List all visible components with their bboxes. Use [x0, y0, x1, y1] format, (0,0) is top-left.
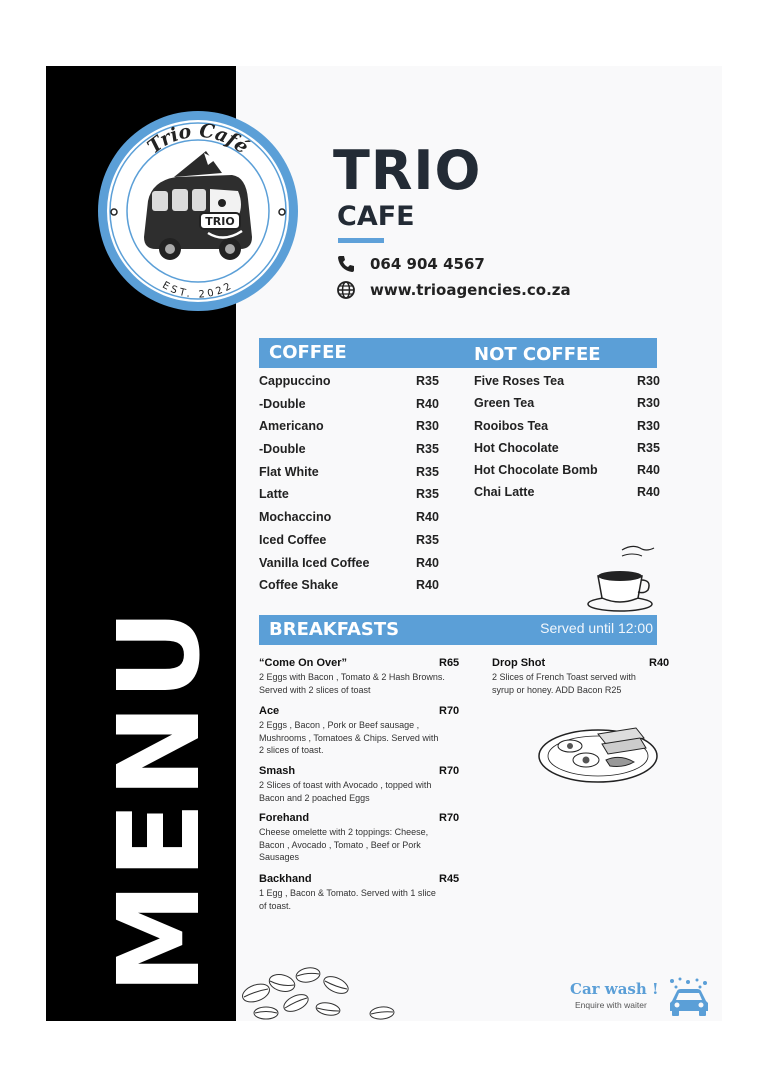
breakfast-item: “Come On Over” R65 2 Eggs with Bacon , Tomato & 2 Hash Browns. Served with 2 slices of toast	[259, 657, 460, 695]
list-item: Coffee Shake R40	[259, 578, 439, 593]
phone-contact[interactable]	[336, 254, 485, 274]
phone-number: 064 904 4567	[370, 255, 485, 273]
breakfast-item: Backhand R45 1 Egg , Bacon & Tomato. Served with 1 slice of toast.	[259, 873, 460, 911]
car-wash-icon	[666, 977, 712, 1017]
breakfasts-header: BREAKFASTS	[269, 619, 400, 640]
breakfast-item: Forehand R70 Cheese omelette with 2 toppings: Cheese, Bacon , Avocado , Tomato , Beef or Pork Sausages	[259, 812, 460, 862]
list-item: -Double R40	[259, 396, 439, 411]
list-item: -Double R35	[259, 442, 439, 457]
list-item: Hot Chocolate Bomb R40	[474, 463, 660, 478]
coffee-list	[259, 374, 449, 601]
car-wash-title: Car wash !	[570, 980, 659, 998]
globe-icon	[336, 280, 356, 300]
list-item: Americano R30	[259, 419, 439, 434]
breakfast-plate-illustration	[536, 724, 660, 786]
breakfast-item: Smash R70 2 Slices of toast with Avocado , topped with Bacon and 2 poached Eggs	[259, 765, 460, 803]
list-item: Flat White R35	[259, 464, 439, 479]
brand-title: TRIO	[333, 139, 482, 202]
brand-subtitle: CAFE	[337, 201, 415, 232]
website-url: www.trioagencies.co.za	[370, 281, 571, 299]
list-item: Mochaccino R40	[259, 510, 439, 525]
website-contact[interactable]	[336, 280, 571, 300]
list-item: Latte R35	[259, 487, 439, 502]
breakfasts-header-bar	[259, 615, 657, 645]
list-item: Chai Latte R40	[474, 485, 660, 500]
served-until-text: Served until 12:00	[540, 620, 653, 636]
coffee-beans-illustration	[236, 963, 426, 1021]
logo-est-text: EST. 2022	[160, 279, 236, 301]
phone-icon	[336, 254, 356, 274]
menu-page	[46, 66, 722, 1021]
list-item: Hot Chocolate R35	[474, 440, 660, 455]
list-item: Rooibos Tea R30	[474, 418, 660, 433]
logo-badge-text: TRIO	[205, 215, 235, 228]
cafe-logo	[96, 109, 300, 313]
list-item: Cappuccino R35	[259, 374, 439, 388]
car-wash-subtitle: Enquire with waiter	[575, 1000, 647, 1010]
not-coffee-list	[474, 374, 664, 508]
coffee-cup-illustration	[582, 544, 662, 616]
list-item: Vanilla Iced Coffee R40	[259, 555, 439, 570]
not-coffee-header: NOT COFFEE	[474, 344, 601, 365]
drinks-header-bar	[259, 338, 657, 368]
list-item: Green Tea R30	[474, 396, 660, 411]
list-item: Five Roses Tea R30	[474, 374, 660, 388]
breakfast-item: Drop Shot R40 2 Slices of French Toast served with syrup or honey. ADD Bacon R25	[492, 657, 670, 695]
logo-arc-text: Trio Café	[143, 119, 253, 159]
brand-accent-rule	[338, 238, 384, 243]
list-item: Iced Coffee R35	[259, 532, 439, 547]
menu-side-text: MENU	[95, 605, 225, 994]
breakfast-item: Ace R70 2 Eggs , Bacon , Pork or Beef sausage , Mushrooms , Tomatoes & Chips. Served with 2 slices of toast.	[259, 705, 460, 755]
coffee-header: COFFEE	[269, 342, 347, 363]
